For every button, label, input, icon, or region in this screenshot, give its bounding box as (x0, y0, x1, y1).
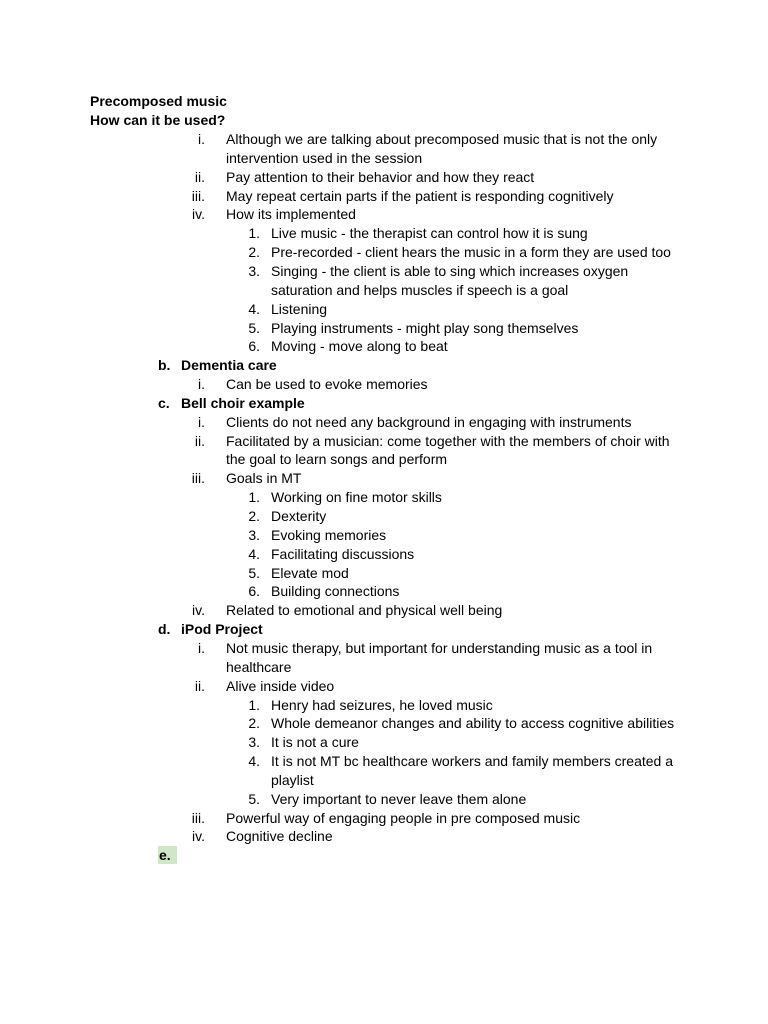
list-text: Although we are talking about precomposed music that is not the only (226, 131, 658, 147)
list-marker: iv. (192, 206, 205, 222)
list-marker: ii. (194, 678, 205, 694)
doc-title: Precomposed music (90, 93, 227, 109)
list-text: Elevate mod (271, 565, 349, 581)
list-marker: 6. (248, 338, 260, 354)
list-text: Pay attention to their behavior and how they react (226, 169, 535, 185)
list-marker: 2. (248, 715, 260, 731)
list-text: It is not a cure (271, 734, 359, 750)
list-text: Listening (271, 301, 328, 317)
list-text: Powerful way of engaging people in pre composed music (226, 810, 581, 826)
list-text: Not music therapy, but important for understanding music as a tool in (226, 640, 653, 656)
list-text: Cognitive decline (226, 828, 333, 844)
list-marker: 4. (248, 301, 260, 317)
list-marker: 2. (248, 244, 260, 260)
list-marker: iii. (191, 188, 205, 204)
list-text: Clients do not need any background in engaging with instruments (226, 414, 632, 430)
list-text: Related to emotional and physical well being (226, 602, 503, 618)
list-text: Evoking memories (271, 527, 387, 543)
list-marker: 3. (248, 527, 260, 543)
list-marker: iv. (192, 828, 205, 844)
list-text: Working on fine motor skills (271, 489, 442, 505)
list-marker: iii. (191, 470, 205, 486)
list-text: Bell choir example (181, 395, 305, 411)
list-text: Pre-recorded - client hears the music in a form they are used too (271, 244, 671, 260)
list-text: intervention used in the session (226, 150, 423, 166)
list-marker: 2. (248, 508, 260, 524)
doc-subtitle: How can it be used? (90, 112, 226, 128)
list-marker: i. (198, 131, 205, 147)
list-text: Facilitated by a musician: come together with the members of choir with (226, 433, 670, 449)
list-marker: ii. (194, 169, 205, 185)
list-text: healthcare (226, 659, 292, 675)
list-text: the goal to learn songs and perform (226, 451, 448, 467)
list-marker: 5. (248, 565, 260, 581)
list-text: playlist (271, 772, 314, 788)
list-text: Whole demeanor changes and ability to access cognitive abilities (271, 715, 675, 731)
list-text: Can be used to evoke memories (226, 376, 428, 392)
list-text: Henry had seizures, he loved music (271, 697, 493, 713)
list-marker: e. (158, 846, 177, 864)
list-text: Playing instruments - might play song themselves (271, 320, 579, 336)
list-text: May repeat certain parts if the patient is responding cognitively (226, 188, 614, 204)
list-text: Dementia care (181, 357, 277, 373)
list-text: Goals in MT (226, 470, 302, 486)
list-text: Alive inside video (226, 678, 335, 694)
list-marker: 4. (248, 753, 260, 769)
list-marker: iii. (191, 810, 205, 826)
list-marker: 3. (248, 263, 260, 279)
list-marker: i. (198, 376, 205, 392)
list-text: Very important to never leave them alone (271, 791, 527, 807)
list-marker: b. (158, 357, 171, 373)
list-text: How its implemented (226, 206, 356, 222)
list-marker: i. (198, 640, 205, 656)
list-text: Singing - the client is able to sing which increases oxygen (271, 263, 629, 279)
list-marker: 5. (248, 320, 260, 336)
list-marker: iv. (192, 602, 205, 618)
list-marker: 1. (248, 489, 260, 505)
list-marker: 4. (248, 546, 260, 562)
list-text: Moving - move along to beat (271, 338, 448, 354)
list-text: Live music - the therapist can control how it is sung (271, 225, 588, 241)
list-text: Dexterity (271, 508, 327, 524)
list-marker: 6. (248, 583, 260, 599)
list-text: saturation and helps muscles if speech is a goal (271, 282, 569, 298)
list-text: Facilitating discussions (271, 546, 415, 562)
list-marker: 1. (248, 697, 260, 713)
list-text: Building connections (271, 583, 400, 599)
list-marker: 5. (248, 791, 260, 807)
list-text: iPod Project (181, 621, 263, 637)
list-marker: c. (158, 395, 170, 411)
list-text: It is not MT bc healthcare workers and family members created a (271, 753, 674, 769)
list-marker: 1. (248, 225, 260, 241)
list-marker: d. (158, 621, 171, 637)
list-marker: i. (198, 414, 205, 430)
list-marker: 3. (248, 734, 260, 750)
list-marker: ii. (194, 433, 205, 449)
